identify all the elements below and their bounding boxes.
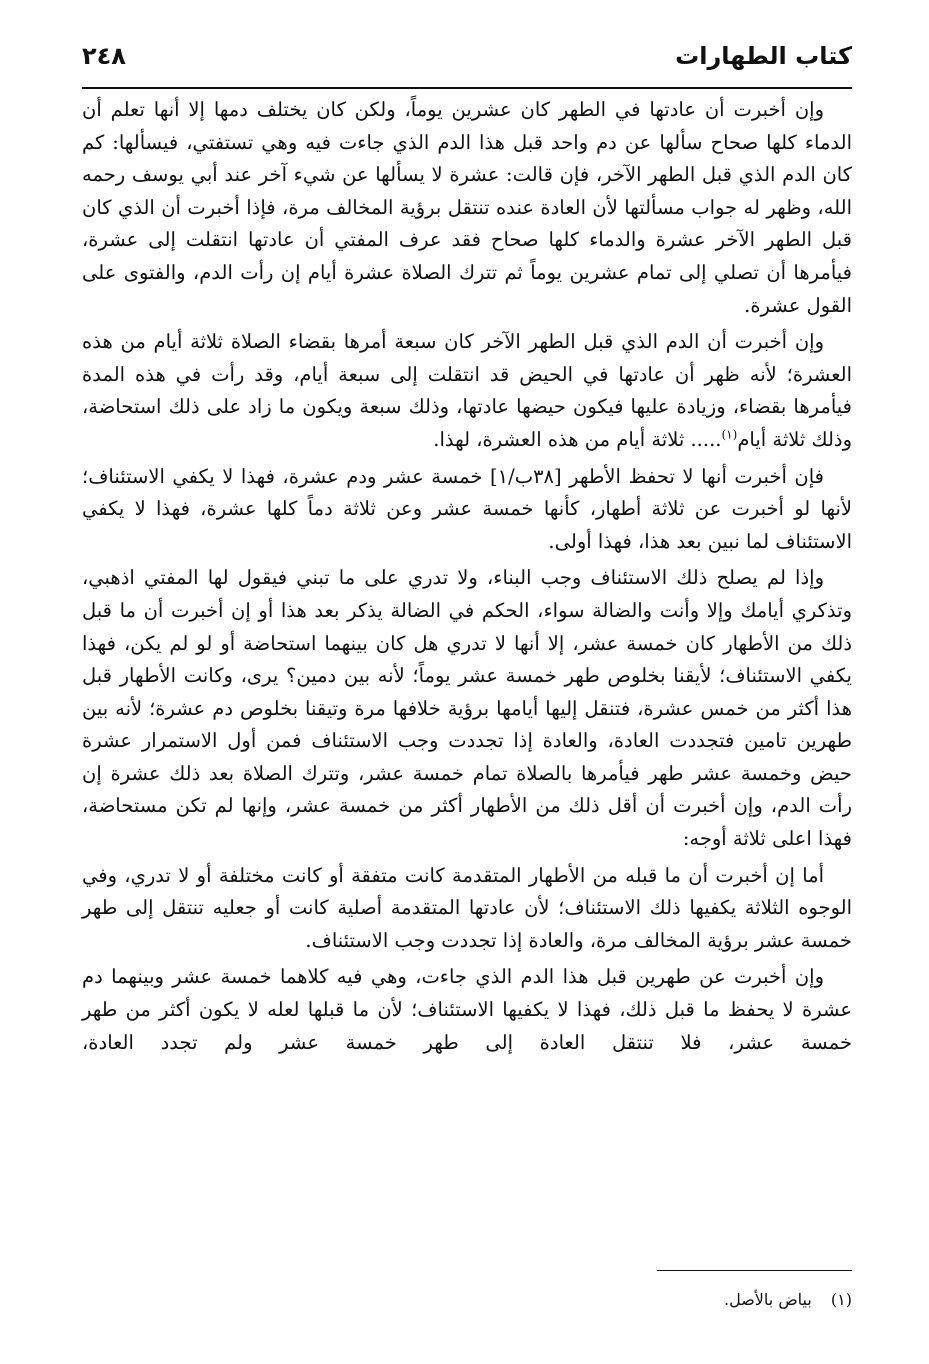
paragraph-text: وإن أخبرت أن الدم الذي قبل الطهر الآخر كان سبعة أمرها بقضاء الصلاة ثلاثة أيام من هذه العشرة؛ لأنه ظهر أن عادتها في الحيض قد انتقلت إلى سبعة أيام، وقد رأت في هذه المدة فيأمرها بقضاء، وزيادة عليها فيكون حيضها عادتها، وذلك سبعة ويكون ما زاد على ذلك استحاضة، وذلك ثلاثة أيام (82, 330, 852, 451)
main-text (82, 94, 852, 1063)
paragraph: وإذا لم يصلح ذلك الاستئناف وجب البناء، ولا تدري على ما تبني فيقول لها المفتي اذهبي، وتذكري أيامك وإلا وأنت والضالة سواء، الحكم في الضالة يذكر بعد هذا أو إن أخبرت أن ما قبل ذلك من الأطهار كان خمسة عشر، إلا أنها لا تدري هل كان بينهما استحاضة أو لو لم يكن، فهذا يكفي الاستئناف؛ لأيقنا بخلوص طهر خمسة عشر يوماً؛ لأنه بين دمين؟ يرى، وكانت الأطهار قبل هذا أكثر من خمس عشرة، فتنقل إليها أيامها برؤية خلافها مرة وتيقنا بخلوص دم عشرة؛ لأنه بين طهرين تامين فتجددت العادة، والعادة إذا تجددت وجب الاستئناف فمن أول الاستمرار عشرة حيض وخمسة عشر طهر فيأمرها بالصلاة تمام خمسة عشر، وتترك الصلاة بعد ذلك عشرة إن رأت الدم، وإن أخبرت أن أقل ذلك من الأطهار أكثر من خمسة عشر، وإنها لم تكن مستحاضة، فهذا اعلى ثلاثة أوجه: (82, 566, 852, 851)
footnote-divider (657, 1270, 852, 1271)
footnote-text: بياض بالأصل. (723, 1290, 812, 1309)
paragraph: وإن أخبرت أن عادتها في الطهر كان عشرين يوماً، ولكن كان يختلف دمها إلا أنها تعلم أن الدماء كلها صحاح سألها عن دم واحد قبل هذا الدم الذي جاءت فيه وهي تستفتي، فيسألها: كم كان الدم الذي قبل الطهر الآخر، فإن قالت: عشرة لا يسألها عن شيء آخر عند أبي يوسف رحمه الله، وظهر له جواب مسألتها لأن العادة عنده تنتقل برؤية المخالف مرة، فإذا أخبرت أن الذي كان قبل الطهر الآخر عشرة والدماء كلها صحاح فقد عرف المفتي أن عادتها انتقلت إلى عشرة، فيأمرها أن تصلي إلى تمام عشرين يوماً ثم تترك الصلاة عشرة أيام إن رأت الدم، والفتوى على القول عشرة. (82, 98, 852, 317)
footnote-number: (١) (830, 1290, 852, 1309)
header-divider (82, 87, 852, 89)
book-page (82, 40, 852, 1340)
page-number: ٢٤٨ (82, 42, 126, 70)
paragraph: وإن أخبرت عن طهرين قبل هذا الدم الذي جاءت، وهي فيه كلاهما خمسة عشر وبينهما دم عشرة لا يحفظ ما قبل ذلك، فهذا لا يكفيها الاستئناف؛ لأن ما قبلها لعله لا يكون أكثر من طهر خمسة عشر، فلا تنتقل العادة إلى طهر خمسة عشر ولم تجدد العادة، (82, 965, 852, 1054)
paragraph: أما إن أخبرت أن ما قبله من الأطهار المتقدمة كانت متفقة أو كانت مختلفة أو لا تدري، وفي الوجوه الثلاثة يكفيها ذلك الاستئناف؛ لأن عادتها المتقدمة أصلية كانت أو جعليه تنتقل إلى طهر خمسة عشر برؤية المخالف مرة، والعادة إذا تجددت وجب الاستئناف. (82, 863, 852, 952)
paragraph: فإن أخبرت أنها لا تحفظ الأطهر [٣٨ب/١] خمسة عشر ودم عشرة، فهذا لا يكفي الاستئناف؛ لأنها لو أخبرت عن ثلاثة أطهار، كأنها خمسة عشر وعن ثلاثة دماً كلها عشرة، فهذا لا يكفي الاستئناف لما نبين بعد هذا، فهذا أولى. (82, 464, 852, 553)
running-header (82, 40, 852, 88)
footnote (724, 1288, 852, 1312)
paragraph-text: ..... ثلاثة أيام من هذه العشرة، لهذا. (433, 427, 722, 451)
chapter-title: كتاب الطهارات (675, 42, 852, 70)
paragraph (82, 326, 852, 456)
footnote-reference: (١) (721, 427, 738, 442)
